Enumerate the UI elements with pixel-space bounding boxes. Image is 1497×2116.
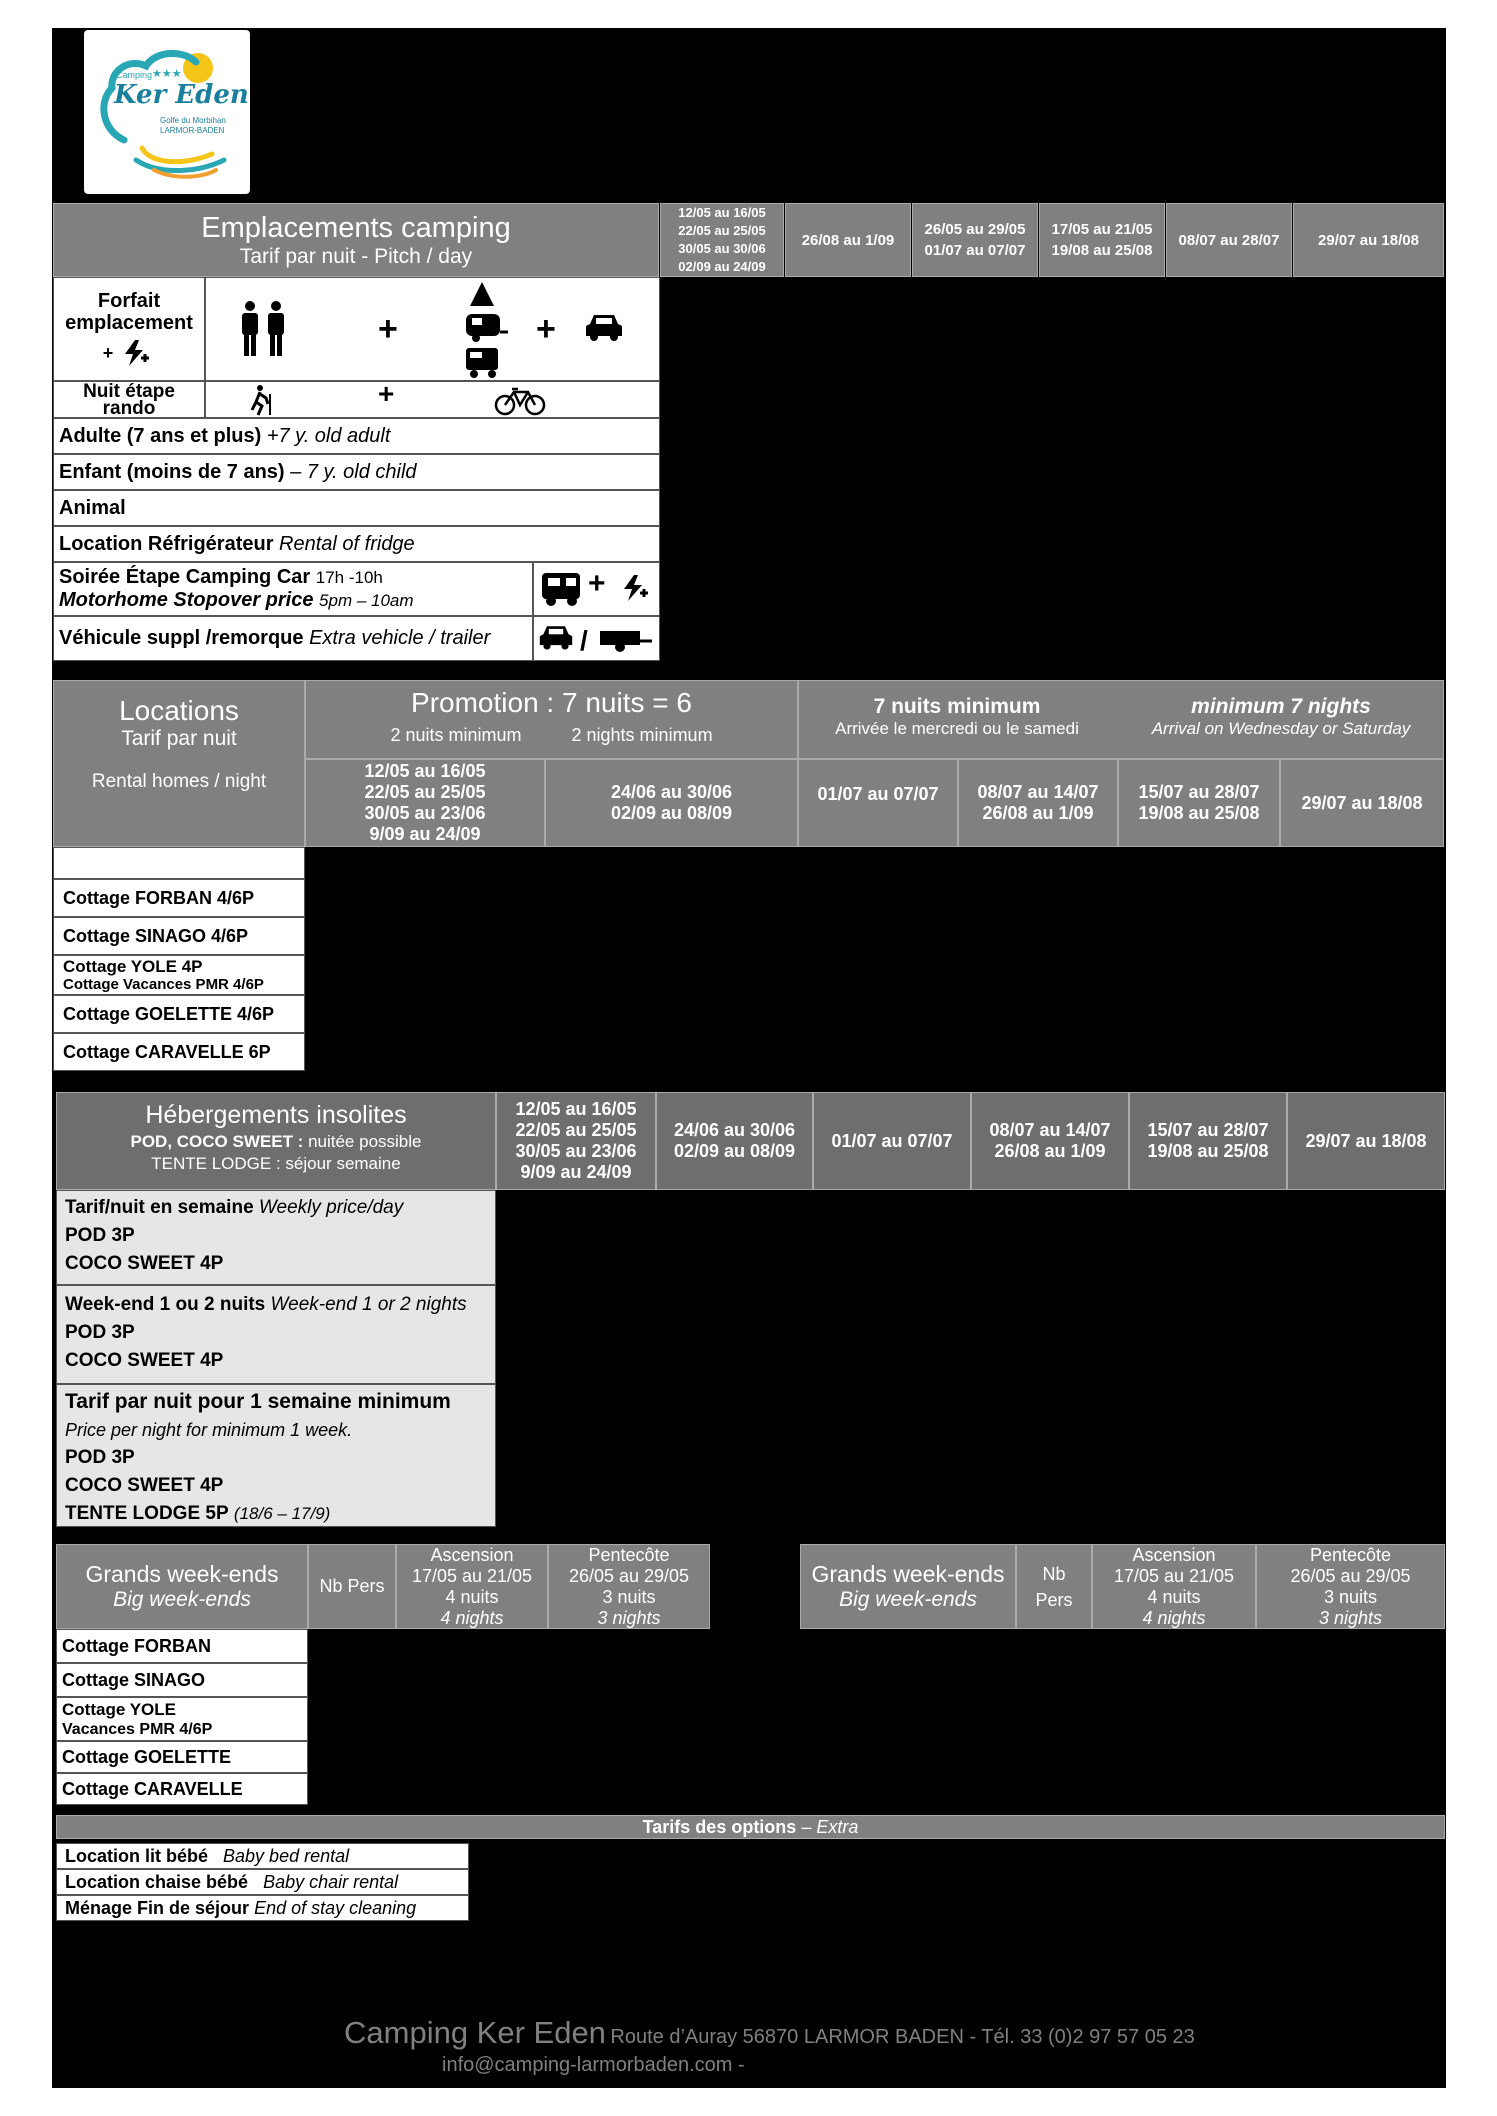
ascension-nights: 4 nights (440, 1607, 504, 1628)
period-header (912, 203, 1038, 277)
period-date: 26/08 au 1/09 (994, 1141, 1106, 1161)
logo-stars: ★★★ (152, 68, 182, 80)
forfait-line2: emplacement (65, 312, 193, 334)
pentecote-header-right (1256, 1544, 1445, 1629)
min7-fr-arrival: Arrivée le mercredi ou le samedi (835, 719, 1079, 738)
pentecote-label: Pentecôte (1309, 1544, 1392, 1565)
min7-header (798, 680, 1444, 759)
option-label-en: Baby chair rental (263, 1871, 399, 1892)
min7-en: minimum 7 nights (1191, 695, 1371, 718)
period-header (971, 1092, 1129, 1190)
period-date: 9/09 au 24/09 (520, 1162, 632, 1182)
option-label-en: End of stay cleaning (254, 1897, 417, 1918)
option-label: Location chaise bébé (65, 1871, 249, 1892)
period-header (305, 759, 545, 847)
weekends-title: Grands week-ends (85, 1561, 279, 1587)
coco-label: COCO SWEET 4P (65, 1350, 224, 1371)
enfant-label: Enfant (moins de 7 ans) (59, 460, 285, 483)
period-date: 19/08 au 25/08 (1138, 803, 1260, 823)
nb-label: Nb (1042, 1563, 1066, 1584)
locations-subtitle: Tarif par nuit (121, 727, 237, 750)
period-header (656, 1092, 813, 1190)
nbpers-label: Nb Pers (319, 1576, 385, 1596)
soiree-hours-en: 5pm – 10am (319, 591, 414, 610)
electricity-icon (119, 338, 155, 368)
footer-name: Camping Ker Eden (344, 2015, 606, 2050)
locations-header (53, 680, 305, 847)
nuit-etape-cell (53, 381, 205, 418)
period-date: 17/05 au 21/05 (1051, 221, 1153, 238)
vehicule-label-en: Extra vehicle / trailer (309, 627, 491, 649)
enfant-row (53, 454, 660, 490)
promo-min-en: 2 nights minimum (571, 725, 713, 745)
period-header (1287, 1092, 1445, 1190)
weekends-header-right (800, 1544, 1016, 1629)
weekend-row: Cottage SINAGO (56, 1663, 308, 1697)
two-persons-icon (236, 300, 292, 360)
pentecote-dates: 26/05 au 29/05 (1290, 1565, 1411, 1586)
option-label: Location lit bébé (65, 1845, 209, 1866)
pentecote-nuits: 3 nuits (1323, 1586, 1378, 1607)
pers-label: Pers (1035, 1589, 1073, 1610)
enfant-label-en: – 7 y. old child (290, 460, 417, 483)
locations-blank-row (53, 847, 305, 879)
plus-sign: + (378, 310, 398, 348)
period-header (813, 1092, 971, 1190)
period-date: 22/05 au 25/05 (678, 223, 766, 238)
period-date: 30/05 au 23/06 (364, 803, 486, 823)
location-row (53, 955, 305, 995)
period-date: 26/08 au 1/09 (982, 803, 1094, 823)
ascension-label: Ascension (430, 1544, 514, 1565)
weekend-row: Cottage CARAVELLE (56, 1773, 308, 1805)
yole-sub-label: Cottage Vacances PMR 4/6P (63, 976, 264, 993)
insolites-sub1-bold: POD, COCO SWEET : (130, 1132, 304, 1151)
period-header (1118, 759, 1280, 847)
tente-dates: (18/6 – 17/9) (233, 1504, 331, 1523)
pentecote-header (548, 1544, 710, 1629)
pentecote-label: Pentecôte (588, 1544, 670, 1565)
nuit-line1: Nuit étape (83, 380, 175, 402)
period-date: 12/05 au 16/05 (364, 761, 486, 781)
emplacements-header (53, 203, 659, 277)
motorhome-icon (540, 569, 584, 607)
period-date: 24/06 au 30/06 (610, 782, 733, 802)
period-date: 24/06 au 30/06 (673, 1120, 796, 1140)
promo-min-fr: 2 nuits minimum (390, 725, 522, 745)
period-date: 12/05 au 16/05 (678, 205, 766, 220)
option-label-en: Baby bed rental (223, 1845, 350, 1866)
yole-label: Cottage YOLE 4P (63, 957, 203, 976)
block1-title: Tarif/nuit en semaine (65, 1197, 254, 1218)
promo-title: Promotion : 7 nuits = 6 (411, 687, 692, 718)
ascension-header-right (1092, 1544, 1256, 1629)
weekends-title-en: Big week-ends (113, 1588, 251, 1611)
car-icon (538, 623, 574, 651)
period-date: 30/05 au 23/06 (515, 1141, 637, 1161)
period-date: 08/07 au 28/07 (1178, 231, 1280, 249)
emplacements-title: Emplacements camping (201, 211, 511, 244)
period-date: 22/05 au 25/05 (364, 782, 486, 802)
tent-caravan-motorhome-icon (462, 280, 510, 380)
period-date: 26/05 au 29/05 (924, 221, 1026, 238)
ascension-dates: 17/05 au 21/05 (1113, 1565, 1235, 1586)
options-title-en: – Extra (801, 1817, 859, 1837)
period-date: 12/05 au 16/05 (515, 1099, 637, 1119)
period-date: 02/09 au 24/09 (678, 259, 766, 274)
nbpers-header-right (1016, 1544, 1092, 1629)
insolites-header (56, 1092, 496, 1190)
footer-address: Route d’Auray 56870 LARMOR BADEN - Tél. 33 (0)2 97 57 05 23 (610, 2026, 1195, 2048)
period-header (496, 1092, 656, 1190)
period-date: 19/08 au 25/08 (1051, 242, 1153, 259)
coco-label: COCO SWEET 4P (65, 1475, 224, 1496)
promo-header (305, 680, 798, 759)
period-date: 29/07 au 18/08 (1301, 792, 1423, 813)
location-row: Cottage CARAVELLE 6P (53, 1033, 305, 1071)
ascension-nuits: 4 nuits (1147, 1586, 1201, 1607)
min7-en-arrival: Arrival on Wednesday or Saturday (1151, 719, 1411, 738)
pentecote-nights: 3 nights (1318, 1607, 1383, 1628)
period-date: 22/05 au 25/05 (515, 1120, 637, 1140)
soiree-row (53, 562, 533, 616)
animal-row (53, 490, 660, 526)
pod-label: POD 3P (65, 1322, 135, 1343)
period-date: 19/08 au 25/08 (1147, 1141, 1269, 1161)
vehicule-row (53, 616, 533, 661)
insolites-title: Hébergements insolites (145, 1101, 407, 1129)
option-row (56, 1895, 469, 1921)
plus-sign: + (588, 567, 606, 600)
locations-subtitle-en: Rental homes / night (91, 771, 267, 792)
option-row (56, 1843, 469, 1869)
emplacements-subtitle: Tarif par nuit - Pitch / day (239, 244, 473, 268)
ascension-nuits: 4 nuits (445, 1586, 499, 1607)
period-date: 01/07 au 07/07 (924, 242, 1026, 259)
nuit-etape-icons-cell (205, 378, 660, 418)
plus-sign: + (536, 310, 556, 348)
animal-label: Animal (59, 496, 126, 519)
pentecote-nights: 3 nights (597, 1607, 661, 1628)
soiree-icons-cell (533, 562, 660, 616)
forfait-line1: Forfait (97, 290, 161, 312)
period-header (660, 203, 784, 277)
weekend-row (56, 1697, 308, 1741)
frigo-label: Location Réfrigérateur (59, 532, 274, 555)
pod-label: POD 3P (65, 1225, 135, 1246)
soiree-hours: 17h -10h (315, 568, 383, 587)
logo-small: Camping (116, 70, 153, 80)
forfait-icons-cell (205, 277, 660, 381)
insolites-block-week (56, 1384, 496, 1527)
weekends-title: Grands week-ends (811, 1561, 1005, 1587)
period-date: 02/09 au 08/09 (673, 1141, 796, 1161)
period-date: 01/07 au 07/07 (831, 1130, 953, 1151)
period-date: 01/07 au 07/07 (817, 783, 939, 804)
plus-sign: + (378, 378, 395, 409)
period-header (545, 759, 798, 847)
period-date: 29/07 au 18/08 (1305, 1130, 1427, 1151)
weekends-title-en: Big week-ends (839, 1588, 977, 1611)
ascension-header (396, 1544, 548, 1629)
frigo-row (53, 526, 660, 562)
min7-fr: 7 nuits minimum (873, 695, 1041, 718)
tente-label: TENTE LODGE 5P (65, 1503, 229, 1524)
frigo-label-en: Rental of fridge (279, 532, 415, 555)
hiker-icon (246, 384, 274, 416)
location-row: Cottage FORBAN 4/6P (53, 879, 305, 917)
period-header (798, 759, 958, 847)
adulte-row (53, 418, 660, 454)
logo-line1: Golfe du Morbihan (160, 116, 226, 125)
adulte-label-en: +7 y. old adult (266, 424, 391, 447)
period-date: 02/09 au 08/09 (610, 803, 733, 823)
weekend-yole-sub: Vacances PMR 4/6P (62, 1721, 213, 1738)
car-icon (584, 312, 624, 342)
ascension-nights: 4 nights (1142, 1607, 1206, 1628)
ascension-label: Ascension (1132, 1544, 1216, 1565)
nbpers-header (308, 1544, 396, 1629)
insolites-block-weekly (56, 1190, 496, 1285)
pentecote-nuits: 3 nuits (602, 1586, 656, 1607)
period-header (1039, 203, 1165, 277)
location-row: Cottage SINAGO 4/6P (53, 917, 305, 955)
period-header (1293, 203, 1444, 277)
logo-line2: LARMOR-BADEN (160, 126, 225, 135)
period-date: 15/07 au 28/07 (1147, 1120, 1269, 1140)
bicycle-icon (494, 386, 546, 416)
trailer-icon (596, 629, 654, 653)
period-date: 9/09 au 24/09 (369, 824, 481, 844)
period-date: 08/07 au 14/07 (977, 782, 1099, 802)
period-date: 15/07 au 28/07 (1138, 782, 1260, 802)
block2-title: Week-end 1 ou 2 nuits (65, 1294, 266, 1315)
coco-label: COCO SWEET 4P (65, 1253, 224, 1274)
nuit-line2: rando (102, 397, 156, 419)
insolites-block-weekend (56, 1285, 496, 1384)
block3-title-en: Price per night for minimum 1 week. (65, 1420, 353, 1440)
footer (344, 2015, 1344, 2051)
logo-name: Ker Eden (114, 80, 249, 110)
plus-sign: + (102, 342, 114, 363)
period-header (1166, 203, 1292, 277)
block2-title-en: Week-end 1 or 2 nights (270, 1294, 467, 1315)
weekend-row: Cottage GOELETTE (56, 1741, 308, 1773)
period-header (1280, 759, 1444, 847)
location-row: Cottage GOELETTE 4/6P (53, 995, 305, 1033)
logo-graphic (84, 30, 250, 194)
period-date: 30/05 au 30/06 (678, 241, 766, 256)
pod-label: POD 3P (65, 1447, 135, 1468)
period-header (1129, 1092, 1287, 1190)
logo (84, 30, 250, 194)
insolites-sub1-rest: nuitée possible (303, 1132, 422, 1151)
period-date: 08/07 au 14/07 (989, 1120, 1111, 1140)
weekends-header (56, 1544, 308, 1629)
block3-title: Tarif par nuit pour 1 semaine minimum (65, 1390, 451, 1413)
period-date: 26/08 au 1/09 (801, 231, 895, 249)
forfait-label-cell (53, 277, 205, 381)
adulte-label: Adulte (7 ans et plus) (59, 424, 262, 447)
period-header (785, 203, 911, 277)
options-header (56, 1815, 1445, 1839)
soiree-label-en: Motorhome Stopover price (59, 589, 314, 611)
soiree-label: Soirée Étape Camping Car (59, 566, 311, 588)
option-row (56, 1869, 469, 1895)
pentecote-dates: 26/05 au 29/05 (568, 1565, 690, 1586)
weekend-row: Cottage FORBAN (56, 1629, 308, 1663)
period-header (958, 759, 1118, 847)
ascension-dates: 17/05 au 21/05 (411, 1565, 533, 1586)
weekend-yole-label: Cottage YOLE (62, 1700, 176, 1719)
electricity-icon (618, 571, 654, 605)
options-title: Tarifs des options (642, 1817, 797, 1837)
footer-email: info@camping-larmorbaden.com - (442, 2054, 745, 2076)
period-date: 29/07 au 18/08 (1318, 231, 1419, 249)
slash: / (580, 625, 588, 656)
locations-title: Locations (119, 695, 239, 726)
vehicule-icons-cell (533, 616, 660, 661)
vehicule-label: Véhicule suppl /remorque (59, 627, 304, 649)
block1-title-en: Weekly price/day (258, 1197, 404, 1218)
insolites-sub2: TENTE LODGE : séjour semaine (151, 1154, 401, 1173)
option-label: Ménage Fin de séjour (65, 1897, 250, 1918)
